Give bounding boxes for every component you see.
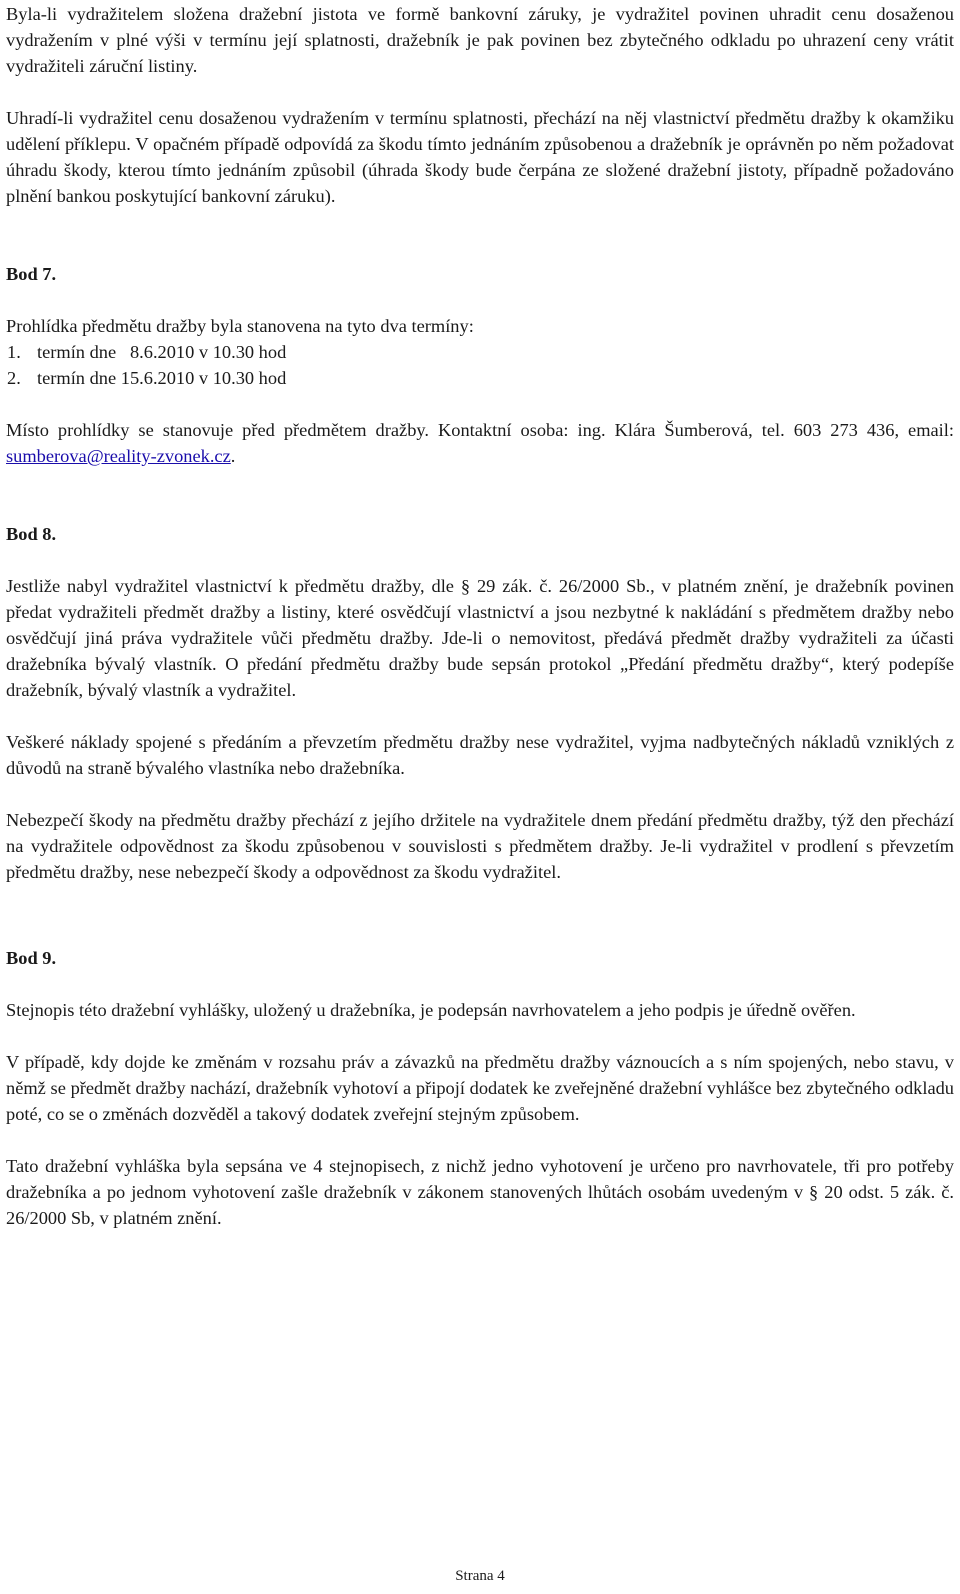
list-item-text: termín dne 15.6.2010 v 10.30 hod [37,368,287,388]
list-item [6,365,954,391]
heading-bod-8: Bod 8. [6,524,57,544]
paragraph-risk: Nebezpečí škody na předmětu dražby přechází z jejího držitele na vydražitele dnem předání předmětu dražby, týž den přechází na vydražitele odpovědnost za škodu způsobenou v souvislosti s předmětem dražby. Je-li vydražitel v prodlení s převzetím předmětu dražby, nese nebezpečí škody a odpovědnost za škodu vydražitel. [6,810,954,882]
paragraph-inspection-intro: Prohlídka předmětu dražby byla stanovena na tyto dva termíny: [6,316,474,336]
contact-text: Místo prohlídky se stanovuje před předmětem dražby. Kontaktní osoba: ing. Klára Šumberová, tel. 603 273 436, email: [6,420,954,440]
paragraph-inspection-contact [6,417,954,469]
paragraph-handover: Jestliže nabyl vydražitel vlastnictví k předmětu dražby, dle § 29 zák. č. 26/2000 Sb., v platném znění, je dražebník povinen předat vydražiteli předmět dražby a listiny, které osvědčují vlastnictví a jsou nezbytné k nakládání s předmětem dražby nebo osvědčují jiná práva vydražitele vůči předmětu dražby. Jde-li o nemovitost, předává předmět dražby vydražiteli za účasti dražebníka bývalý vlastník. O předání předmětu dražby bude sepsán protokol „Předání předmětu dražby“, který podepíše dražebník, bývalý vlastník a vydražitel. [6,576,954,700]
list-item [6,339,954,365]
list-item-text: termín dne 8.6.2010 v 10.30 hod [37,342,287,362]
paragraph-copies: Tato dražební vyhláška byla sepsána ve 4 stejnopisech, z nichž jedno vyhotovení je určeno pro navrhovatele, tři pro potřeby dražebníka a po jednom vyhotovení zašle dražebník v zákonem stanovených lhůtách osobám uvedeným v § 20 odst. 5 zák. č. 26/2000 Sb, v platném znění. [6,1156,954,1228]
paragraph-bank-guarantee: Byla-li vydražitelem složena dražební jistota ve formě bankovní záruky, je vydražitel povinen uhradit cenu dosaženou vydražením v plné výši v termínu její splatnosti, dražebník je pak povinen bez zbytečného odkladu po uhrazení ceny vrátit vydražiteli záruční listiny. [6,4,954,76]
page-number: Strana 4 [455,1568,505,1584]
paragraph-amendments: V případě, kdy dojde ke změnám v rozsahu práv a závazků na předmětu dražby váznoucích a s ním spojených, nebo stavu, v němž se předmět dražby nachází, dražebník vyhotoví a připojí dodatek ke zveřejněné dražební vyhlášce bez zbytečného odkladu poté, co se o změnách dozvěděl a takový dodatek zveřejní stejným způsobem. [6,1052,954,1124]
contact-end: . [230,446,236,466]
paragraph-costs: Veškeré náklady spojené s předáním a převzetím předmětu dražby nese vydražitel, vyjma nadbytečných nákladů vzniklých z důvodů na straně bývalého vlastníka nebo dražebníka. [6,732,954,778]
heading-bod-9: Bod 9. [6,948,57,968]
document-page [6,0,954,1231]
paragraph-ownership-transfer: Uhradí-li vydražitel cenu dosaženou vydražením v termínu splatnosti, přechází na něj vlastnictví předmětu dražby k okamžiku udělení příklepu. V opačném případě odpovídá za škodu tímto jednáním způsobenou a dražebník je oprávněn po něm požadovat úhradu škody, kterou tímto jednáním způsobil (úhrada škody bude čerpána ze složené dražební jistoty, případně požadováno plnění bankou poskytující bankovní záruku). [6,108,954,206]
heading-bod-7: Bod 7. [6,264,57,284]
list-item-number: 1. [7,342,21,362]
email-link[interactable]: sumberova@reality-zvonek.cz [6,446,231,466]
paragraph-copy-signed: Stejnopis této dražební vyhlášky, uložený u dražebníka, je podepsán navrhovatelem a jeho podpis je úředně ověřen. [6,1000,856,1020]
list-item-number: 2. [7,368,21,388]
inspection-terms-list [6,339,954,391]
